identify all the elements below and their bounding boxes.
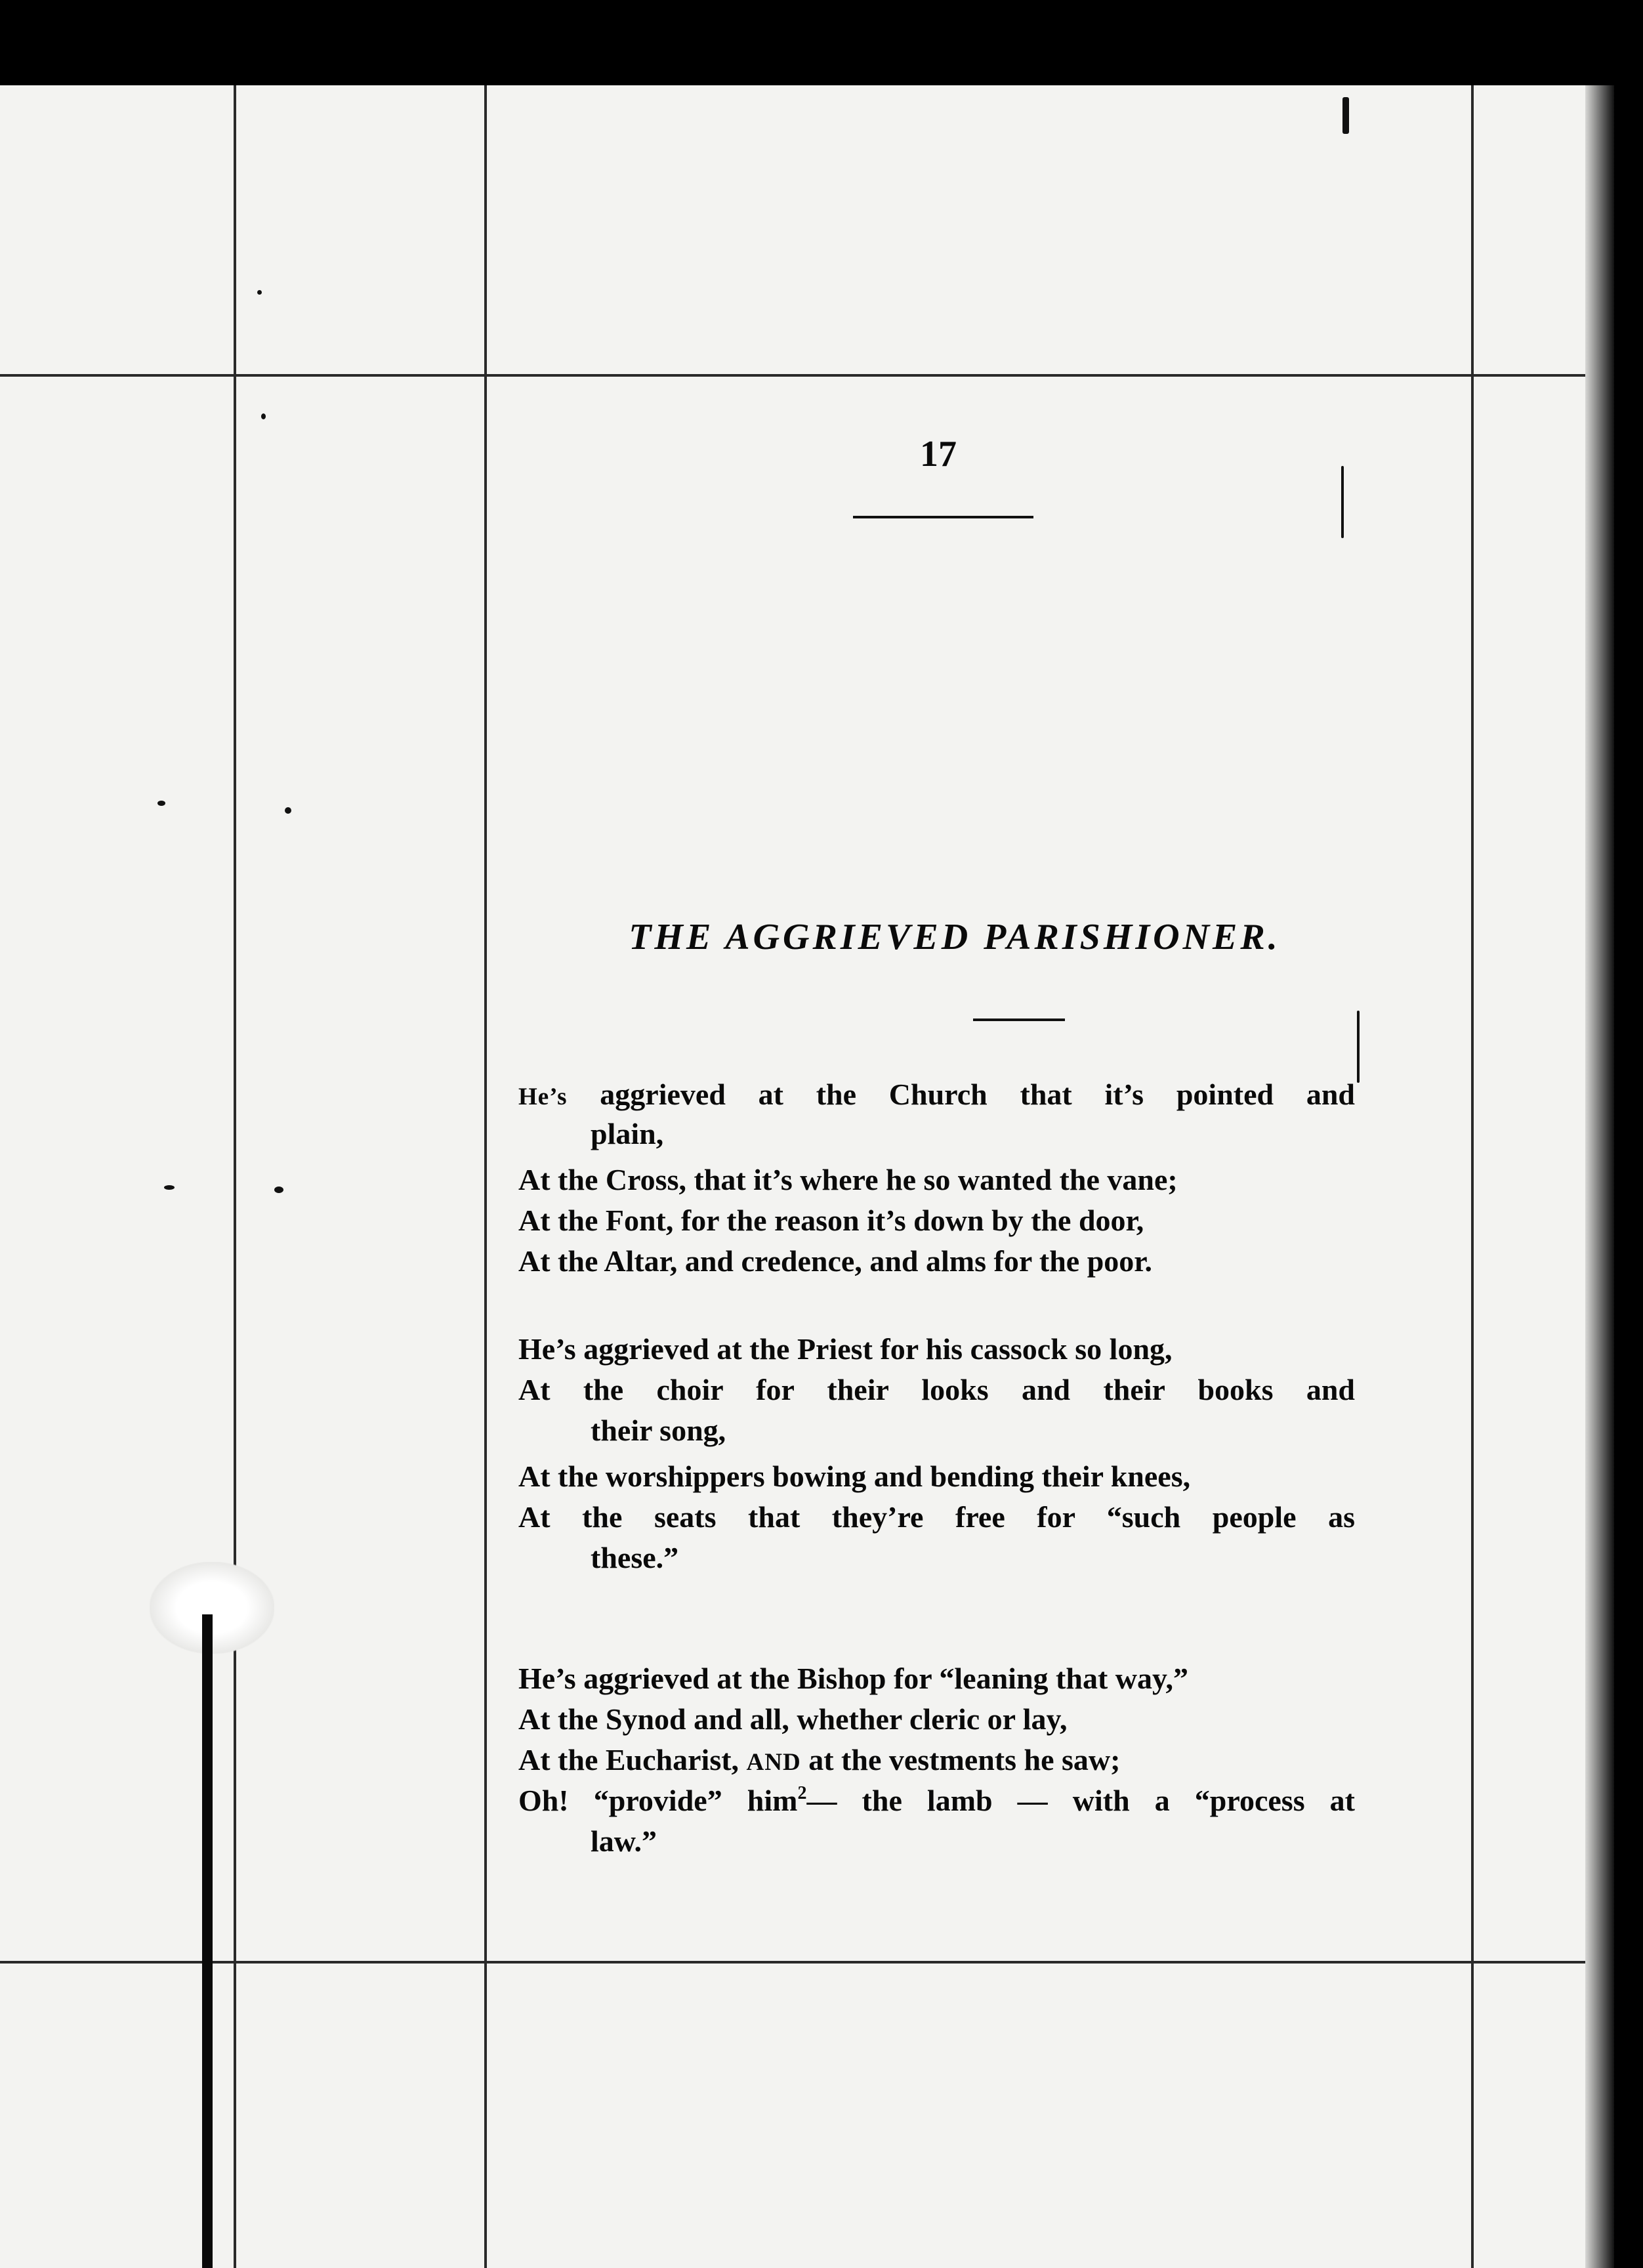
ink-speck <box>285 807 291 814</box>
ink-speck <box>157 801 165 806</box>
page-number: 17 <box>920 434 957 474</box>
small-caps-lead: He’s <box>518 1083 568 1110</box>
ruled-line-vertical <box>1471 85 1474 2268</box>
ruled-line-horizontal <box>0 374 1614 377</box>
ruled-line-vertical <box>234 85 236 2268</box>
poem-line: At the seats that they’re free for “such people as <box>518 1500 1355 1534</box>
page-edge-shadow <box>1585 85 1614 2268</box>
title-rule <box>973 1018 1065 1021</box>
header-rule <box>853 516 1033 518</box>
small-caps-word: AND <box>746 1749 801 1776</box>
ink-speck <box>1341 466 1344 538</box>
ink-speck <box>164 1185 175 1190</box>
poem-line: He’s aggrieved at the Priest for his cassock so long, <box>518 1332 1173 1366</box>
poem-line: At the Cross, that it’s where he so wanted the vane; <box>518 1163 1178 1196</box>
poem-line: At the Altar, and credence, and alms for the poor. <box>518 1244 1152 1278</box>
poem-line: At the Eucharist, AND at the vestments he saw; <box>518 1743 1121 1776</box>
poem-line: law.” <box>591 1824 657 1858</box>
ink-speck <box>1342 97 1349 134</box>
poem-line: At the Synod and all, whether cleric or lay, <box>518 1702 1068 1736</box>
poem-line: He’s aggrieved at the Bishop for “leaning that way,” <box>518 1662 1188 1695</box>
ink-speck <box>257 290 262 295</box>
poem-title: THE AGGRIEVED PARISHIONER. <box>629 917 1281 957</box>
poem-line: their song, <box>591 1414 726 1447</box>
poem-line: At the Font, for the reason it’s down by the door, <box>518 1204 1144 1237</box>
poem-line: At the choir for their looks and their books and <box>518 1373 1355 1406</box>
binding-edge-stroke <box>202 1614 213 2268</box>
ruled-line-horizontal <box>0 1961 1614 1964</box>
ink-speck <box>261 413 266 419</box>
poem-line: plain, <box>591 1117 664 1150</box>
ruled-line-vertical <box>484 85 487 2268</box>
poem-line: these.” <box>591 1541 679 1574</box>
poem-line: He’s aggrieved at the Church that it’s pointed and <box>518 1078 1355 1111</box>
poem-line: At the worshippers bowing and bending their knees, <box>518 1460 1191 1493</box>
ink-speck <box>1357 1011 1360 1083</box>
footnote-marker: 2 <box>797 1783 807 1803</box>
book-page <box>0 85 1614 2268</box>
poem-line: Oh! “provide” him$^2$— the lamb — with a “process at <box>518 1783 1356 1817</box>
ink-speck <box>274 1186 283 1193</box>
